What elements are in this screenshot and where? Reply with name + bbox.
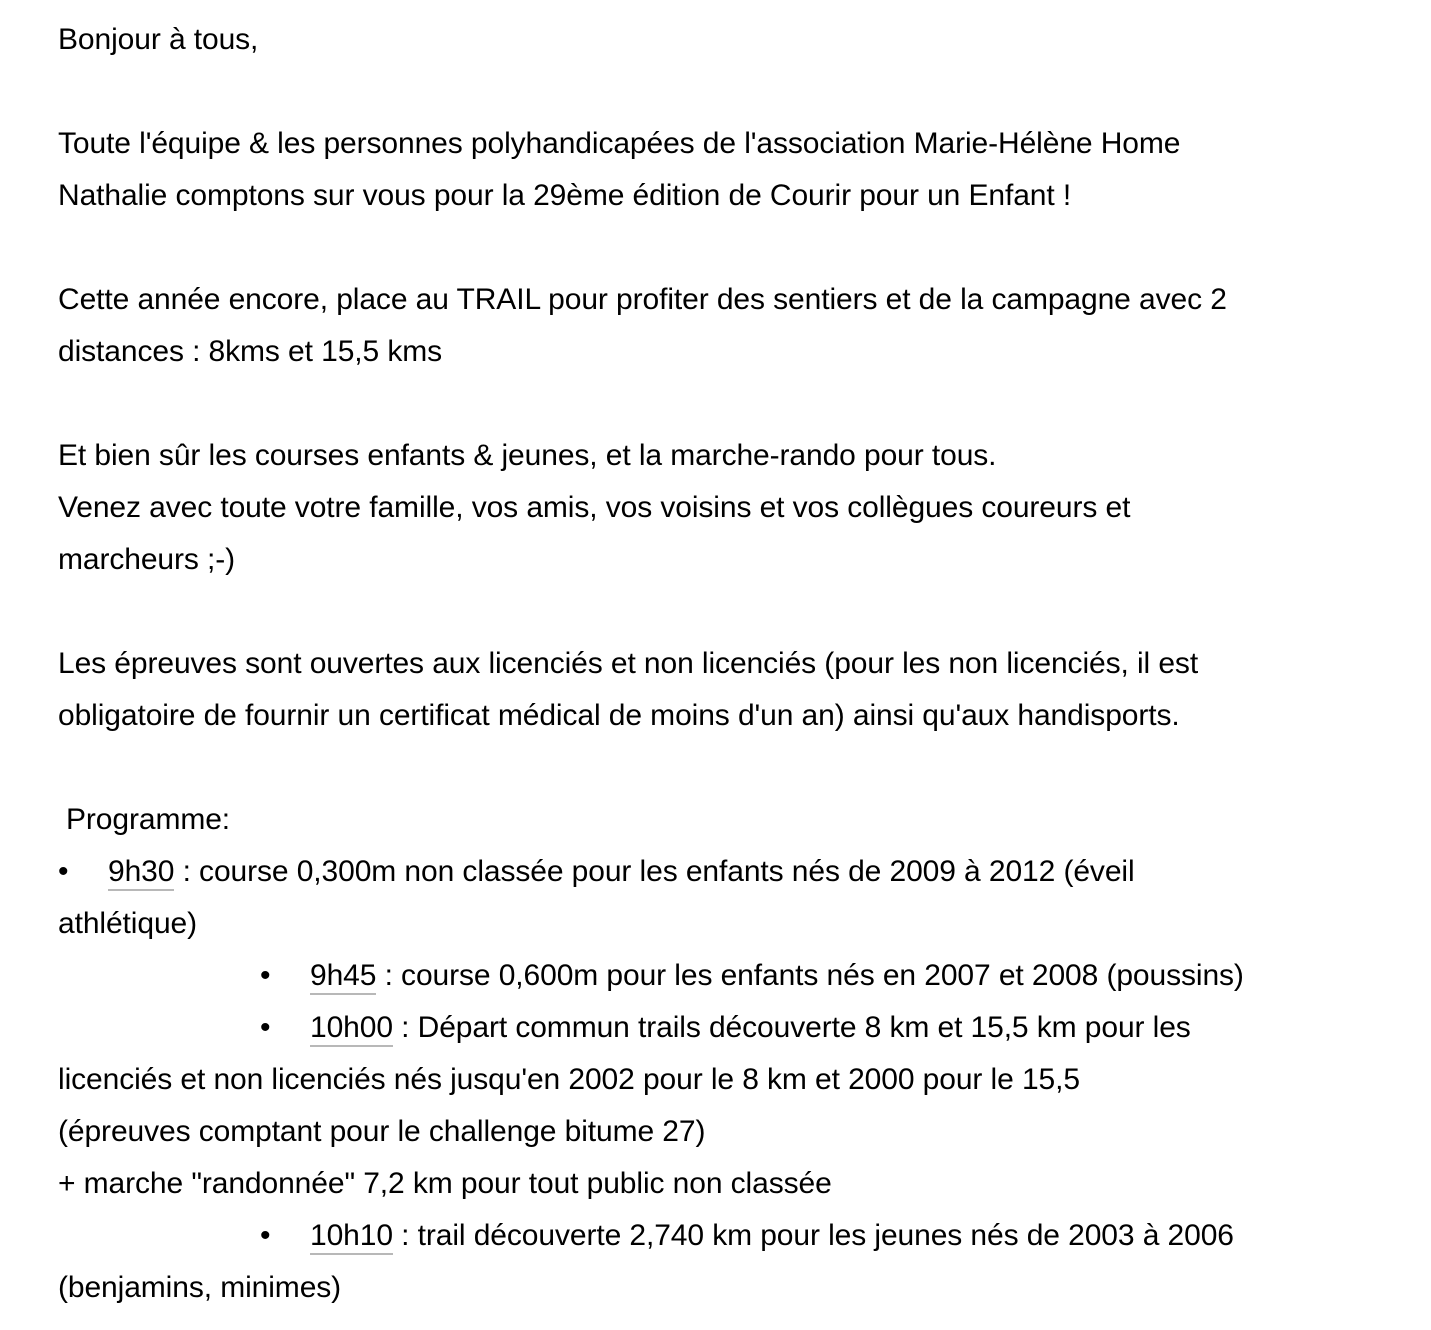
bullet-icon: •: [260, 1011, 271, 1044]
programme-title: Programme:: [66, 803, 231, 836]
time-link-10h10[interactable]: 10h10: [310, 1219, 393, 1255]
bullet-icon: •: [260, 959, 271, 992]
spacer: [58, 378, 1418, 430]
courses-line-1: Et bien sûr les courses enfants & jeunes, et la marche-rando pour tous.: [58, 439, 997, 472]
spacer: [58, 586, 1418, 638]
spacer: [58, 222, 1418, 274]
greeting: Bonjour à tous,: [58, 23, 259, 56]
programme-item-continuation: (épreuves comptant pour le challenge bitume 27): [58, 1115, 706, 1148]
spacer: [58, 66, 1418, 118]
spacer: [58, 742, 1418, 794]
programme-item: [58, 950, 1418, 1002]
programme-item-text: : course 0,300m non classée pour les enfants nés de 2009 à 2012 (éveil: [174, 855, 1135, 888]
programme-item-text: : Départ commun trails découverte 8 km et 15,5 km pour les: [392, 1011, 1191, 1044]
courses-line-2: Venez avec toute votre famille, vos amis, vos voisins et vos collègues coureurs et: [58, 491, 1131, 524]
bullet-icon: •: [58, 855, 69, 888]
programme-item-continuation: + marche "randonnée" 7,2 km pour tout public non classée: [58, 1167, 832, 1200]
programme-item-text: : trail découverte 2,740 km pour les jeunes nés de 2003 à 2006: [392, 1219, 1234, 1252]
programme-item-continuation: licenciés et non licenciés nés jusqu'en 2002 pour le 8 km et 2000 pour le 15,5: [58, 1063, 1080, 1096]
time-link-10h00[interactable]: 10h00: [310, 1011, 393, 1047]
programme-item-continuation: athlétique): [58, 907, 197, 940]
rules-line-1: Les épreuves sont ouvertes aux licenciés et non licenciés (pour les non licenciés, il est: [58, 647, 1199, 680]
trail-line-2: distances : 8kms et 15,5 kms: [58, 335, 443, 368]
intro-line-2: Nathalie comptons sur vous pour la 29ème édition de Courir pour un Enfant !: [58, 179, 1072, 212]
courses-line-3: marcheurs ;-): [58, 543, 236, 576]
programme-item-text: : course 0,600m pour les enfants nés en 2007 et 2008 (poussins): [376, 959, 1244, 992]
message-body: [58, 14, 1418, 1314]
rules-line-2: obligatoire de fournir un certificat médical de moins d'un an) ainsi qu'aux handisports.: [58, 699, 1180, 732]
programme-item: [58, 1210, 1418, 1262]
intro-line-1: Toute l'équipe & les personnes polyhandicapées de l'association Marie-Hélène Home: [58, 127, 1181, 160]
bullet-icon: •: [260, 1219, 271, 1252]
trail-line-1: Cette année encore, place au TRAIL pour profiter des sentiers et de la campagne avec 2: [58, 283, 1227, 316]
time-link-9h30[interactable]: 9h30: [108, 855, 174, 891]
programme-item: [58, 1002, 1418, 1054]
time-link-9h45[interactable]: 9h45: [310, 959, 376, 995]
programme-item: [58, 846, 1418, 898]
programme-item-continuation: (benjamins, minimes): [58, 1271, 342, 1304]
